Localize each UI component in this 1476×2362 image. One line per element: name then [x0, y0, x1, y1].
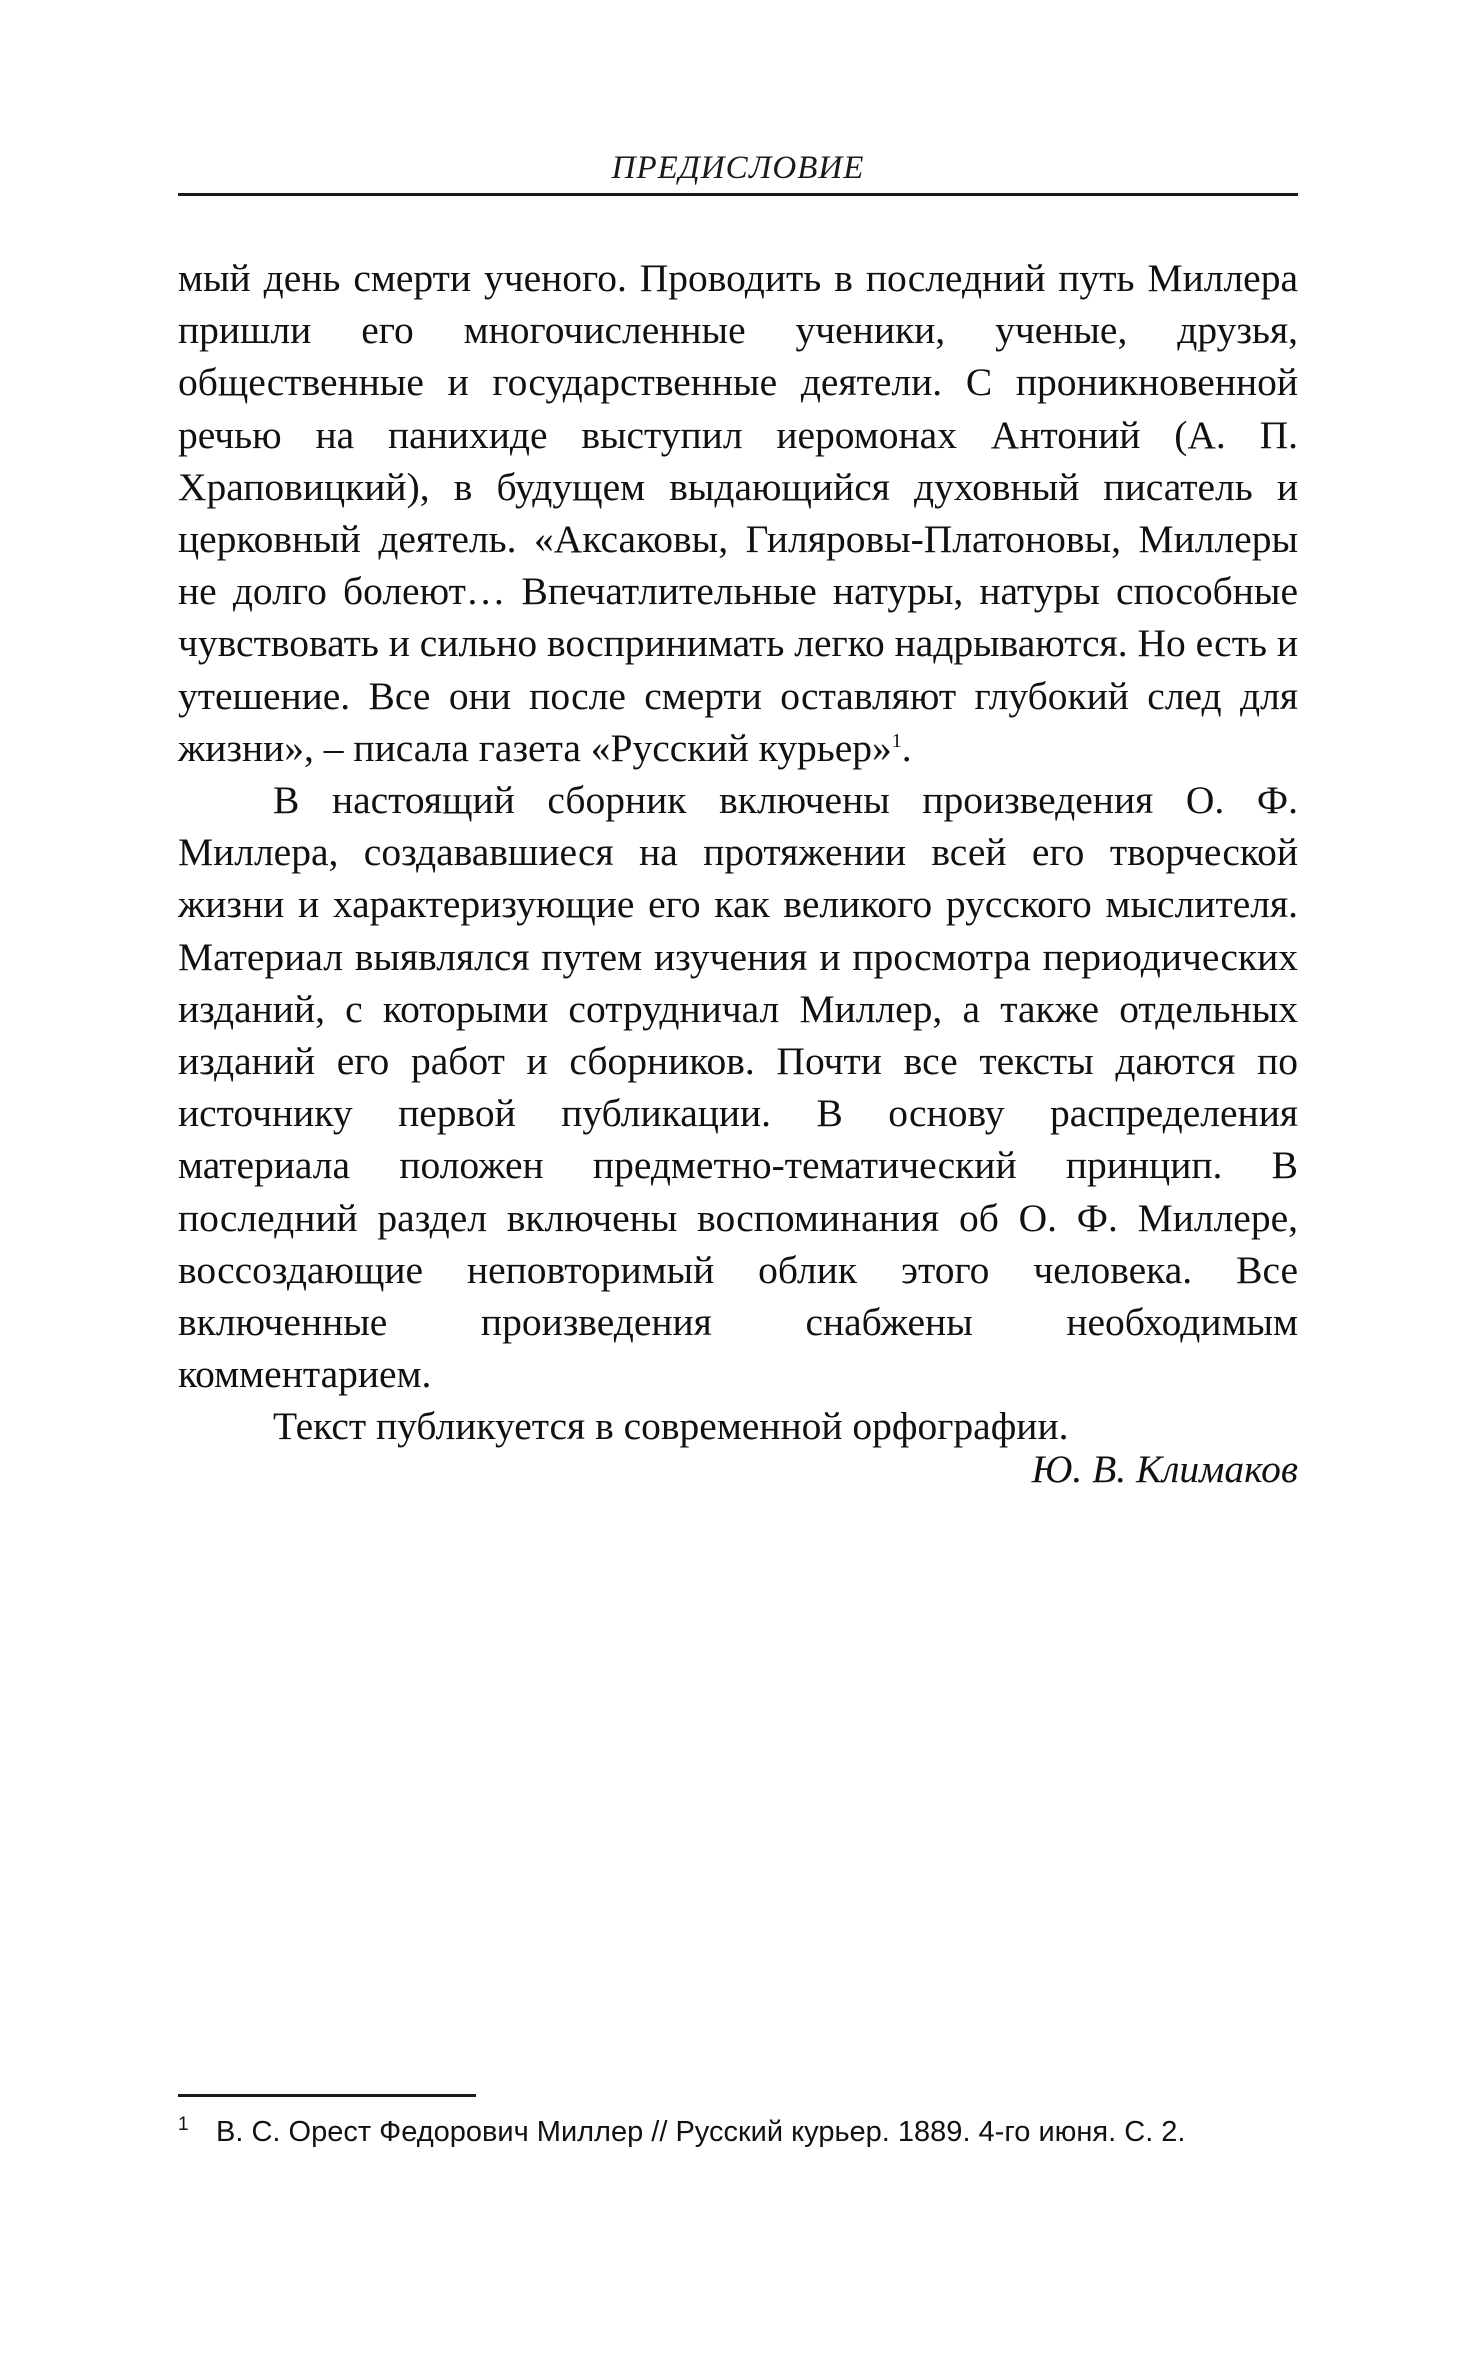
- page-body: [178, 252, 1298, 1453]
- paragraph-3: Текст публикуется в современной орфографии.: [273, 1404, 1069, 1449]
- paragraph-1: [178, 252, 1298, 774]
- footnote: [178, 2112, 1298, 2152]
- header-rule: [178, 193, 1298, 196]
- paragraph-2: В настоящий сборник включены произведения О. Ф. Миллера, создававшиеся на протяжении всей его творческой жизни и характеризующие его как великого русского мыслителя. Материал выявлялся путем изучения и просмотра периодических изданий, с которыми сотрудничал Миллер, а также отдельных изданий его работ и сборников. Почти все тексты даются по источнику первой публикации. В основу распределения материала положен предметно-тематический принцип. В последний раздел включены воспоминания об О. Ф. Миллере, воссоздающие неповторимый облик этого человека. Все включенные произведения снабжены необходимым комментарием.: [178, 778, 1298, 1397]
- footnote-rule: [178, 2094, 476, 2097]
- footnote-text: В. С. Орест Федорович Миллер // Русский курьер. 1889. 4-го июня. С. 2.: [216, 2116, 1186, 2148]
- footnote-number: 1: [178, 2114, 189, 2135]
- running-header: ПРЕДИСЛОВИЕ: [611, 150, 865, 186]
- author-signature: Ю. В. Климаков: [1031, 1447, 1298, 1491]
- paragraph-1-tail: .: [901, 725, 912, 770]
- paragraph-1-text: мый день смерти ученого. Проводить в последний путь Миллера пришли его многочисленные ученики, ученые, друзья, общественные и государственные деятели. С проникновенной речью на панихиде выступил иеромонах Антоний (А. П. Храповицкий), в будущем выдающийся духовный писатель и церковный деятель. «Аксаковы, Гиляровы-Платоновы, Миллеры не долго болеют… Впечатлительные натуры, натуры способные чувствовать и сильно воспринимать легко надрываются. Но есть и утешение. Все они после смерти оставляют глубокий след для жизни», – писала газета «Русский курьер»: [178, 256, 1298, 770]
- footnote-reference[interactable]: 1: [891, 729, 902, 752]
